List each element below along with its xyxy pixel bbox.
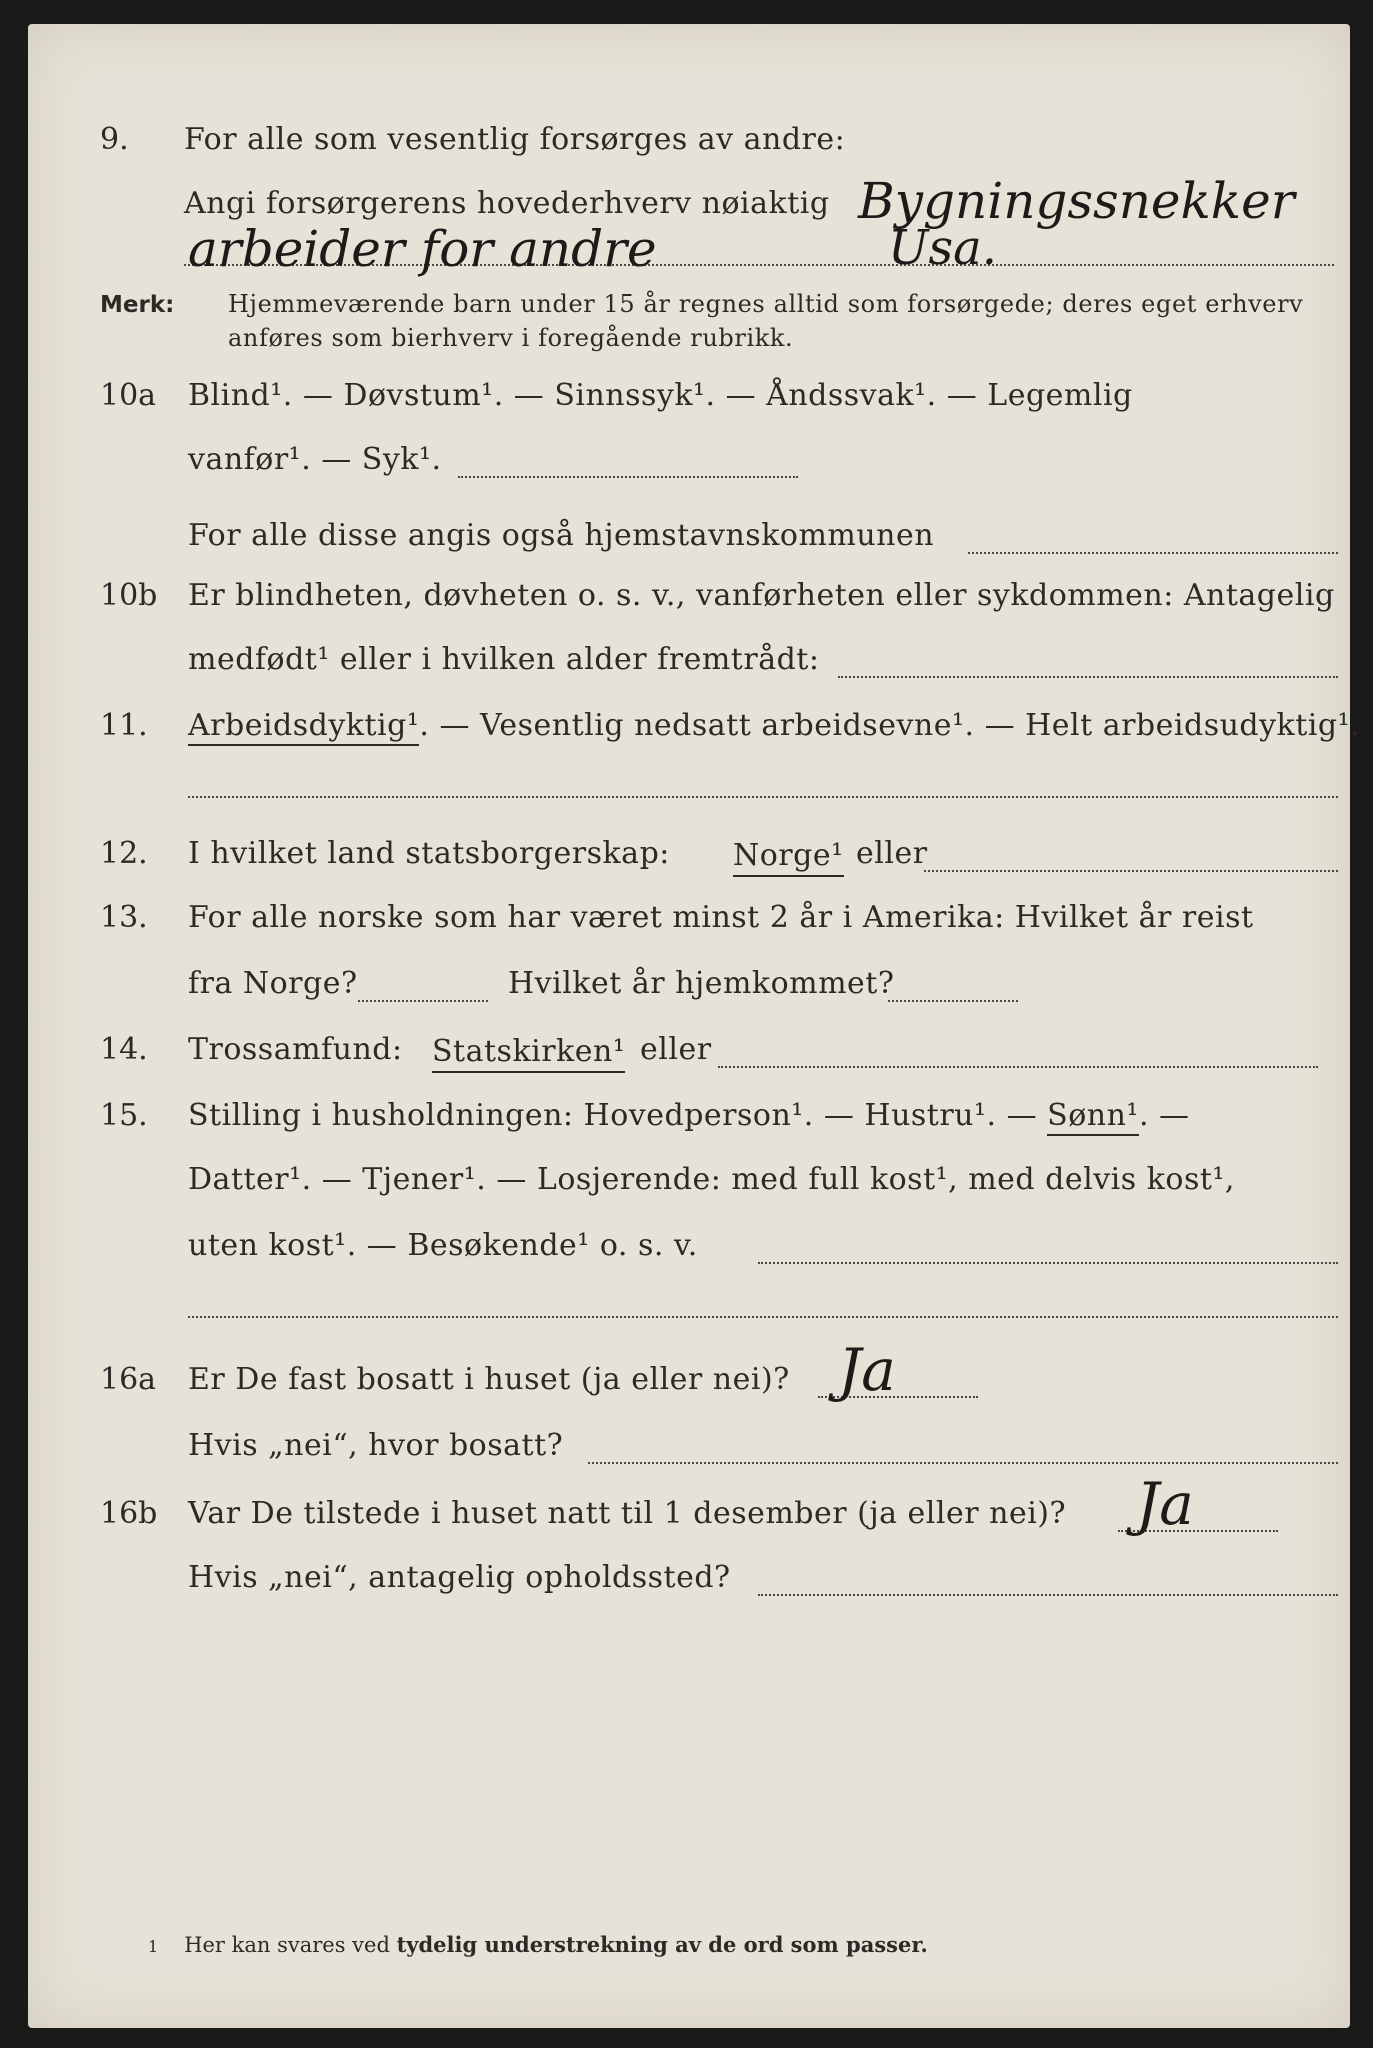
question-15-line3 <box>28 1216 1350 1276</box>
census-form-page <box>28 24 1361 2028</box>
question-text: Angi forsørgerens hovederhverv nøiaktig <box>184 186 830 221</box>
option-rest: . — <box>1138 1098 1190 1133</box>
handwritten-answer: Bygningssnekker <box>858 172 1295 230</box>
question-number: 11. <box>100 708 148 743</box>
answer-line <box>458 476 798 478</box>
question-text: For alle norske som har været minst 2 år i Amerika: Hvilket år reist <box>188 900 1254 935</box>
question-number: 13. <box>100 900 148 935</box>
handwritten-answer: Ja <box>1136 1470 1194 1538</box>
question-number: 9. <box>100 122 129 157</box>
question-9 <box>28 110 1350 170</box>
question-14 <box>28 1020 1350 1080</box>
question-number: 14. <box>100 1032 148 1067</box>
question-text: I hvilket land statsborgerskap: <box>188 836 670 871</box>
question-number: 10b <box>100 578 158 613</box>
question-text: Er De fast bosatt i huset (ja eller nei)? <box>188 1362 790 1397</box>
question-11 <box>28 696 1361 756</box>
handwritten-answer: Usa. <box>888 220 997 276</box>
question-16a <box>28 1336 1350 1410</box>
question-text: Datter¹. — Tjener¹. — Losjerende: med full kost¹, med delvis kost¹, <box>188 1162 1235 1197</box>
answer-line <box>924 870 1338 872</box>
answer-line <box>758 1262 1338 1264</box>
footnote <box>148 1932 928 1957</box>
question-number: 16a <box>100 1362 157 1397</box>
question-text: Blind¹. — Døvstum¹. — Sinnssyk¹. — Åndssvak¹. — Legemlig <box>188 378 1133 413</box>
question-text: eller <box>640 1032 712 1067</box>
selected-option: Arbeidsdyktig¹ <box>188 708 419 746</box>
note-text: Hjemmeværende barn under 15 år regnes alltid som forsørgede; deres eget erhverv <box>228 290 1304 318</box>
selected-option: Statskirken¹ <box>432 1034 625 1073</box>
question-text: Var De tilstede i huset natt til 1 desember (ja eller nei)? <box>188 1496 1067 1531</box>
question-text: medfødt¹ eller i hvilken alder fremtrådt: <box>188 642 820 677</box>
note-label: Merk: <box>100 292 175 318</box>
option-rest: . — Vesentlig nedsatt arbeidsevne¹. — Helt arbeidsudyktig¹. <box>419 708 1361 743</box>
question-text: Hvis „nei“, hvor bosatt? <box>188 1428 564 1463</box>
footnote-mark: 1 <box>148 1937 159 1956</box>
question-text <box>188 1086 1190 1146</box>
answer-line <box>188 1316 1338 1318</box>
answer-line <box>588 1462 1338 1464</box>
question-13-line2 <box>28 954 1350 1014</box>
question-text: Hvilket år hjemkommet? <box>508 966 895 1001</box>
answer-line <box>758 1594 1338 1596</box>
question-text: fra Norge? <box>188 966 358 1001</box>
question-16b <box>28 1470 1350 1544</box>
question-10b-line2 <box>28 630 1350 690</box>
question-text: Trossamfund: <box>188 1032 403 1067</box>
question-12 <box>28 824 1350 884</box>
question-15-line2 <box>28 1150 1350 1210</box>
question-text: For alle disse angis også hjemstavnskommunen <box>188 518 935 553</box>
question-10a-line3 <box>28 506 1350 566</box>
answer-line <box>358 1000 488 1002</box>
question-10a-line2 <box>28 430 1350 490</box>
question-number: 12. <box>100 836 148 871</box>
question-text: Hvis „nei“, antagelig opholdssted? <box>188 1560 731 1595</box>
handwritten-answer: arbeider for andre <box>188 220 657 278</box>
answer-line <box>718 1066 1318 1068</box>
note-merk-line2 <box>28 322 1350 356</box>
question-10a <box>28 366 1350 426</box>
option-text: Stilling i husholdningen: Hovedperson¹. — Hustru¹. — <box>188 1098 1038 1133</box>
selected-option: Norge¹ <box>733 838 844 877</box>
question-text: For alle som vesentlig forsørges av andre: <box>184 122 846 157</box>
note-text: anføres som bierhverv i foregående rubrikk. <box>228 324 794 352</box>
answer-line <box>968 552 1338 554</box>
question-number: 16b <box>100 1496 158 1531</box>
question-number: 10a <box>100 378 157 413</box>
question-text: uten kost¹. — Besøkende¹ o. s. v. <box>188 1228 698 1263</box>
answer-line <box>838 676 1338 678</box>
question-text: eller <box>856 836 928 871</box>
question-text: vanfør¹. — Syk¹. <box>188 442 442 477</box>
handwritten-answer: Ja <box>838 1336 896 1404</box>
question-15 <box>28 1086 1350 1146</box>
question-10b <box>28 566 1350 626</box>
footnote-text: Her kan svares ved <box>184 1933 390 1957</box>
selected-option: Sønn¹ <box>1047 1098 1139 1136</box>
note-merk <box>28 288 1350 322</box>
answer-line <box>888 1000 1018 1002</box>
question-16a-line2 <box>28 1416 1350 1476</box>
question-number: 15. <box>100 1098 148 1133</box>
question-text <box>188 696 1360 756</box>
answer-line <box>188 796 1338 798</box>
question-13 <box>28 888 1350 948</box>
question-text: Er blindheten, døvheten o. s. v., vanførheten eller sykdommen: Antagelig <box>188 578 1335 613</box>
footnote-emphasis: tydelig understrekning av de ord som passer. <box>396 1932 928 1957</box>
question-16b-line2 <box>28 1548 1350 1608</box>
